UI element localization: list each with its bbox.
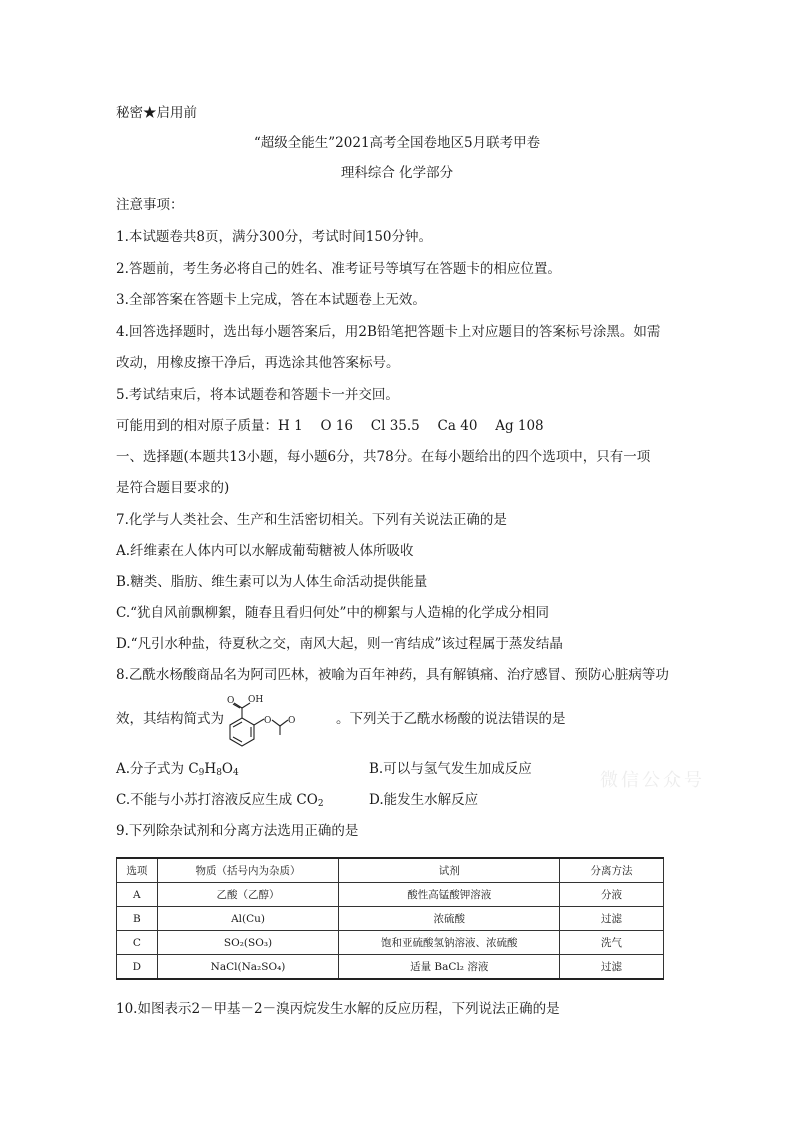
- table-cell: 过滤: [560, 955, 664, 980]
- confidential-mark: 秘密★启用前: [116, 105, 197, 121]
- note-1: 1.本试题卷共8页，满分300分，考试时间150分钟。: [116, 229, 433, 245]
- table-cell: 浓硫酸: [339, 907, 560, 931]
- table-row: [117, 931, 664, 955]
- question-7-stem: 7.化学与人类社会、生产和生活密切相关。下列有关说法正确的是: [116, 512, 507, 528]
- question-7-option-b: B.糖类、脂肪、维生素可以为人体生命活动提供能量: [116, 574, 428, 590]
- question-8-option-b: B.可以与氢气发生加成反应: [369, 761, 532, 777]
- watermark: 微信公众号: [600, 770, 705, 791]
- table-cell: 洗气: [560, 931, 664, 955]
- table-cell: B: [117, 907, 158, 931]
- table-cell: 过滤: [560, 907, 664, 931]
- question-8-stem-line-2: [116, 710, 566, 728]
- question-7-option-d: D.“凡引水种盐，待夏秋之交，南风大起，则一宵结成”该过程属于蒸发结晶: [116, 636, 563, 652]
- question-8-option-a: A.分子式为 $C_9H_8O_4$: [116, 761, 239, 778]
- table-cell: 分液: [560, 883, 664, 907]
- table-cell: C: [117, 931, 158, 955]
- atomic-mass-line: 可能用到的相对原子质量：H 1 O 16 Cl 35.5 Ca 40 Ag 108: [116, 418, 544, 434]
- note-5: 5.考试结束后，将本试题卷和答题卡一并交回。: [116, 387, 399, 403]
- question-9-table: [116, 857, 664, 980]
- table-cell: 适量 BaCl₂ 溶液: [339, 955, 560, 980]
- table-header-cell: 分离方法: [560, 858, 664, 883]
- table-cell: 酸性高锰酸钾溶液: [339, 883, 560, 907]
- aspirin-structure-formula: [224, 692, 306, 748]
- ester-o-label: O: [264, 716, 272, 726]
- table-header-cell: 物质（括号内为杂质）: [157, 858, 339, 883]
- question-8-stem-part-a: 效，其结构简式为: [116, 711, 224, 727]
- question-8-option-c: C.不能与小苏打溶液反应生成 $CO_2$: [116, 792, 324, 809]
- table-cell: D: [117, 955, 158, 980]
- table-cell: A: [117, 883, 158, 907]
- table-row: [117, 907, 664, 931]
- table-row: [117, 883, 664, 907]
- note-2: 2.答题前，考生务必将自己的姓名、准考证号等填写在答题卡的相应位置。: [116, 261, 561, 277]
- hydroxyl-label: OH: [248, 695, 264, 705]
- table-cell: Al(Cu): [157, 907, 339, 931]
- table-cell: NaCl(Na₂SO₄): [157, 955, 339, 980]
- carbonyl-o-label: O: [227, 696, 235, 706]
- table-cell: 乙酸（乙醇）: [157, 883, 339, 907]
- exam-subtitle: 理科综合 化学部分: [340, 165, 454, 181]
- acetyl-o-label: O: [288, 716, 296, 726]
- table-cell: SO₂(SO₃): [157, 931, 339, 955]
- question-8-stem-line-1: 8.乙酰水杨酸商品名为阿司匹林，被喻为百年神药，具有解镇痛、治疗感冒、预防心脏病等功: [116, 667, 669, 683]
- section-1-line-2: 是符合题目要求的): [116, 480, 230, 496]
- question-7-option-c: C.“犹自风前飘柳絮，随春且看归何处”中的柳絮与人造棉的化学成分相同: [116, 605, 549, 621]
- question-8-option-d: D.能发生水解反应: [369, 792, 479, 808]
- exam-title: “超级全能生”2021高考全国卷地区5月联考甲卷: [253, 135, 541, 151]
- question-7-option-a: A.纤维素在人体内可以水解成葡萄糖被人体所吸收: [116, 543, 414, 559]
- question-9-stem: 9.下列除杂试剂和分离方法选用正确的是: [116, 823, 359, 839]
- table-cell: 饱和亚硫酸氢钠溶液、浓硫酸: [339, 931, 560, 955]
- table-header-row: [117, 858, 664, 883]
- notes-heading: 注意事项：: [116, 197, 184, 213]
- note-4-line-2: 改动，用橡皮擦干净后，再选涂其他答案标号。: [116, 355, 400, 371]
- table-header-cell: 选项: [117, 858, 158, 883]
- question-10-stem: 10.如图表示2－甲基－2－溴丙烷发生水解的反应历程，下列说法正确的是: [116, 1001, 560, 1017]
- table-header-cell: 试剂: [339, 858, 560, 883]
- question-8-stem-part-b: 。下列关于乙酰水杨酸的说法错误的是: [336, 711, 566, 727]
- table-row: [117, 955, 664, 980]
- note-4-line-1: 4.回答选择题时，选出每小题答案后，用2B铅笔把答题卡上对应题目的答案标号涂黑。如需: [116, 324, 661, 340]
- note-3: 3.全部答案在答题卡上完成，答在本试题卷上无效。: [116, 292, 426, 308]
- section-1-line-1: 一、选择题(本题共13小题，每小题6分，共78分。在每小题给出的四个选项中，只有一项: [116, 449, 651, 465]
